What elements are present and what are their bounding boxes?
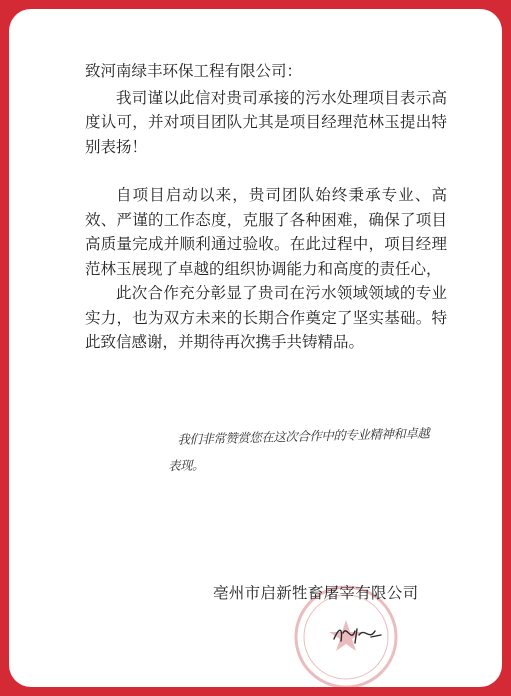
salutation: 致河南绿丰环保工程有限公司： bbox=[85, 62, 303, 80]
company-name: 亳州市启新牲畜屠宰有限公司 bbox=[213, 584, 419, 602]
paragraph-2: 自项目启动以来，贵司团队始终秉承专业、高效、严谨的工作态度，克服了各种困难，确保了项目高质量完成并顺利通过验收。在此过程中，项目经理范林玉展现了卓越的组织协调能力和高度的责任心， bbox=[85, 186, 447, 278]
letter-frame bbox=[9, 9, 502, 687]
paragraph-gap bbox=[85, 159, 447, 183]
letter-body bbox=[85, 59, 447, 355]
handwritten-line-1: 我们非常赞赏您在这次合作中的专业精神和卓越 bbox=[177, 425, 430, 447]
handwritten-line-2: 表现。 bbox=[167, 457, 205, 474]
paragraph-1: 我司谨以此信对贵司承接的污水处理项目表示高度认可，并对项目团队尤其是项目经理范林玉提出特别表扬！ bbox=[85, 88, 447, 156]
paragraph-3: 此次合作充分彰显了贵司在污水领域领域的专业实力，也为双方未来的长期合作奠定了坚实基础。特此致信感谢，并期待再次携手共铸精品。 bbox=[85, 284, 447, 351]
handwritten-note bbox=[167, 419, 468, 479]
signature-mark bbox=[331, 621, 383, 647]
